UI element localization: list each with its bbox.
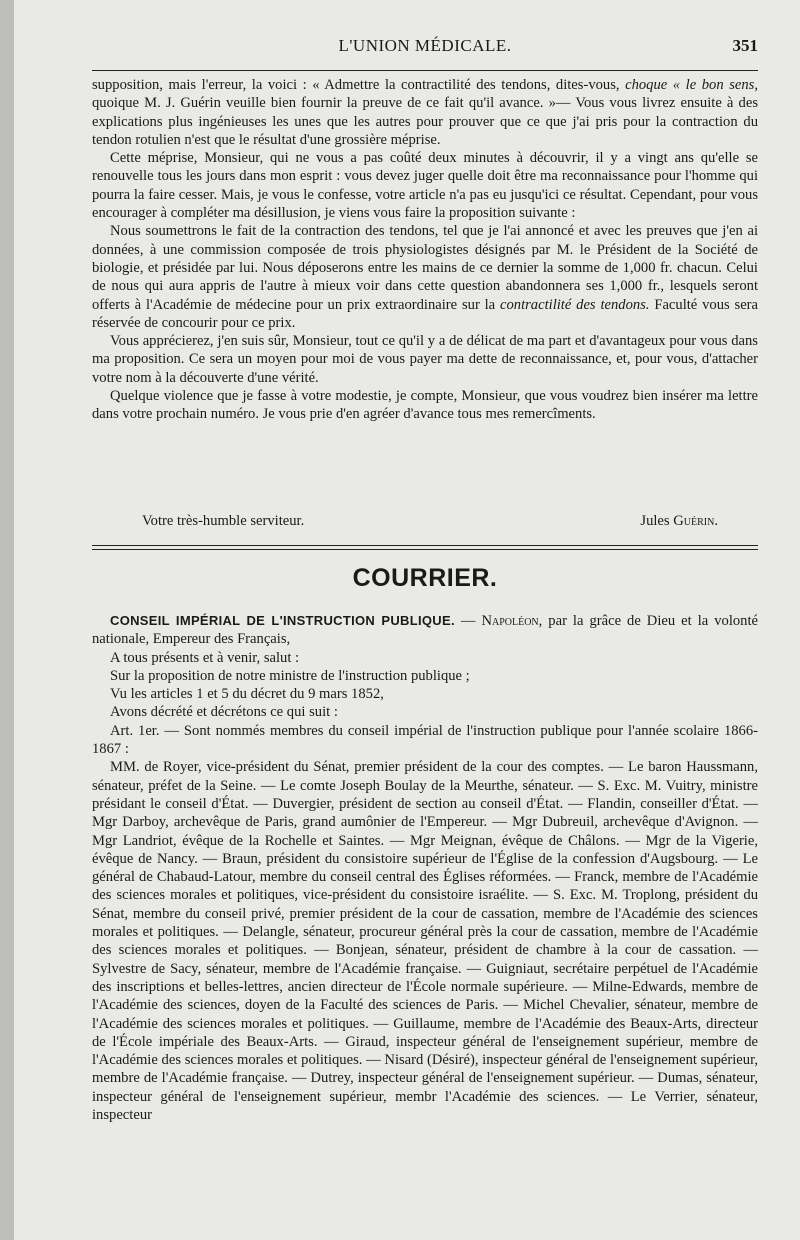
text-run: Napoléon,: [481, 613, 543, 629]
italic-run: choque « le bon sens,: [625, 77, 758, 93]
letter-signature: [92, 513, 758, 533]
courrier-paragraph: [92, 722, 758, 759]
courrier-body: [92, 612, 758, 1124]
courrier-paragraph: A tous présents et à venir, salut :: [110, 649, 300, 666]
italic-run: contractilité des tendons.: [500, 296, 650, 313]
text-run: quoique M. J. Guérin veuille bien fournir la preuve de ce fait qu'il avance. »— Vous vous livrez ensuite à des explications plus ingénieuses les unes que les autres pour prouver que ce que j'ai pris pour la contraction du tendon rotulien n'est que le résultat d'une grossière méprise.: [92, 95, 758, 148]
courrier-paragraph: MM. de Royer, vice-président du Sénat, premier président de la cour des comptes. — Le baron Haussmann, sénateur, préfet de la Seine. — Le comte Joseph Boulay de la Meurthe, sénateur. — S. Exc. M. Vuitry, ministre présidant le conseil d'État. — Duvergier, président de section au conseil d'État. — Flandin, conseiller d'État. — Mgr Darboy, archevêque de Paris, grand aumônier de l'Empereur. — Mgr Dubreuil, archevêque d'Avignon. — Mgr Landriot, évêque de la Rochelle et Saintes. — Mgr Meignan, évêque de Châlons. — Mgr de la Vigerie, évêque de Nancy. — Braun, président du consistoire supérieur de l'Église de la confession d'Augsbourg. — Le général de Chabaud-Latour, membre du conseil central des Églises réformées. — Franck, membre de l'Académie des sciences morales et politiques, vice-président du consistoire israélite. — S. Exc. M. Troplong, président du Sénat, membre du conseil privé, premier président de la cour de cassation, membre de l'Académie des sciences morales et politiques. — Delangle, sénateur, procureur général près la cour de cassation, membre de l'Académie des sciences morales et politiques. — Bonjean, sénateur, président de chambre à la cour de cassation. — Sylvestre de Sacy, sénateur, membre de l'Académie française. — Guigniaut, secrétaire perpétuel de l'Académie des inscriptions et belles-lettres, ancien directeur de l'École normale supérieure. — Milne-Edwards, membre de l'Académie des sciences, doyen de la Faculté des sciences de Paris. — Michel Chevalier, sénateur, membre de l'Académie des sciences morales et politiques. — Guillaume, membre de l'Académie des Beaux-Arts, directeur de l'École impériale des Beaux-Arts. — Giraud, inspecteur général de l'enseignement supérieur, membre de l'Académie des sciences morales et politiques. — Nisard (Désiré), inspecteur général de l'enseignement supérieur, membre de l'Académie française. — Dutrey, inspecteur général de l'enseignement supérieur. — Dumas, sénateur, inspecteur général de l'enseignement supérieur, membr l'Académie des sciences. — Le Verrier, sénateur, inspecteur: [92, 759, 758, 1124]
courrier-paragraph: Vu les articles 1 et 5 du décret du 9 mars 1852,: [110, 686, 384, 703]
courrier-paragraph: Sur la proposition de notre ministre de l'instruction publique ;: [110, 667, 470, 684]
text-run: — Sont nommés membres du conseil impérial de l'instruction publique pour l'année scolaire 1866-1867 :: [92, 722, 758, 758]
letter-paragraph: [92, 222, 758, 332]
courrier-paragraph: CONSEIL IMPÉRIAL DE L'INSTRUCTION PUBLIQUE. — Napoléon, par la grâce de Dieu et la volonté nationale, Empereur des Français,: [92, 613, 758, 648]
letter-paragraph: [92, 76, 758, 149]
section-title: COURRIER.: [352, 564, 498, 592]
section-rule: [92, 545, 758, 546]
running-title: L'UNION MÉDICALE.: [338, 36, 512, 55]
text-run: Guérin.: [673, 513, 718, 529]
text-run: Jules: [640, 513, 674, 529]
header-rule: [92, 70, 758, 71]
text-run: Nous soumettrons le fait de la contraction des tendons, tel que je l'ai annoncé et avec les preuves que j'en ai données, à une commission composée de trois physiologistes désignés par M. le Président de la Société de biologie, et présidée par lui. Nous déposerons entre les mains de ce dernier la somme de 1,000 fr. chacun. Celui de nous qui aura appris de l'autre à mieux voir dans cette question abandonnera ses 1,000 fr., lesquels seront offerts à l'Académie de médecine pour un prix extraordinaire sur la: [92, 223, 758, 313]
letter-paragraph: Vous apprécierez, j'en suis sûr, Monsieur, tout ce qu'il y a de délicat de ma part et d'avantageux pour vous dans ma proposition. Ce sera un moyen pour moi de vous payer ma dette de reconnaissance, et, pour vous, d'attacher votre nom à la découverte d'une vérité.: [92, 333, 758, 386]
text-run: supposition, mais l'erreur, la voici : « Admettre la contractilité des tendons, dites-vous,: [92, 77, 626, 93]
page-header: [92, 36, 758, 60]
letter-paragraph: Cette méprise, Monsieur, qui ne vous a pas coûté deux minutes à découvrir, il y a vingt ans qu'elle se renouvelle tous les jours dans mon esprit : vous devez juger quelle doit être ma reconnaissance pour l'homme qui pourra la faire cesser. Mais, je vous le confesse, votre article n'a pas eu jusqu'ici ce résultat. Cependant, pour vous encourager à compléter ma désillusion, je viens vous faire la proposition suivante :: [92, 150, 758, 222]
page-number: 351: [732, 36, 758, 55]
text-run: par la grâce de Dieu et la volonté nationale, Empereur des Français,: [92, 613, 758, 648]
signature-name: [640, 513, 718, 530]
page-edge: [0, 0, 14, 1240]
section-heading: CONSEIL IMPÉRIAL DE L'INSTRUCTION PUBLIQUE.: [110, 613, 455, 628]
letter-body: [92, 76, 758, 424]
letter-paragraph: Quelque violence que je fasse à votre modestie, je compte, Monsieur, que vous voudrez bien insérer ma lettre dans votre prochain numéro. Je vous prie d'en agréer d'avance tous mes remercîments.: [92, 388, 758, 423]
closing-line: Votre très-humble serviteur.: [142, 513, 305, 529]
section-rule: [92, 549, 758, 550]
article-label: Art. 1er.: [110, 722, 160, 739]
text-run: Faculté vous sera réservée de concourir pour ce prix.: [92, 296, 759, 331]
courrier-paragraph: Avons décrété et décrétons ce qui suit :: [110, 704, 338, 721]
